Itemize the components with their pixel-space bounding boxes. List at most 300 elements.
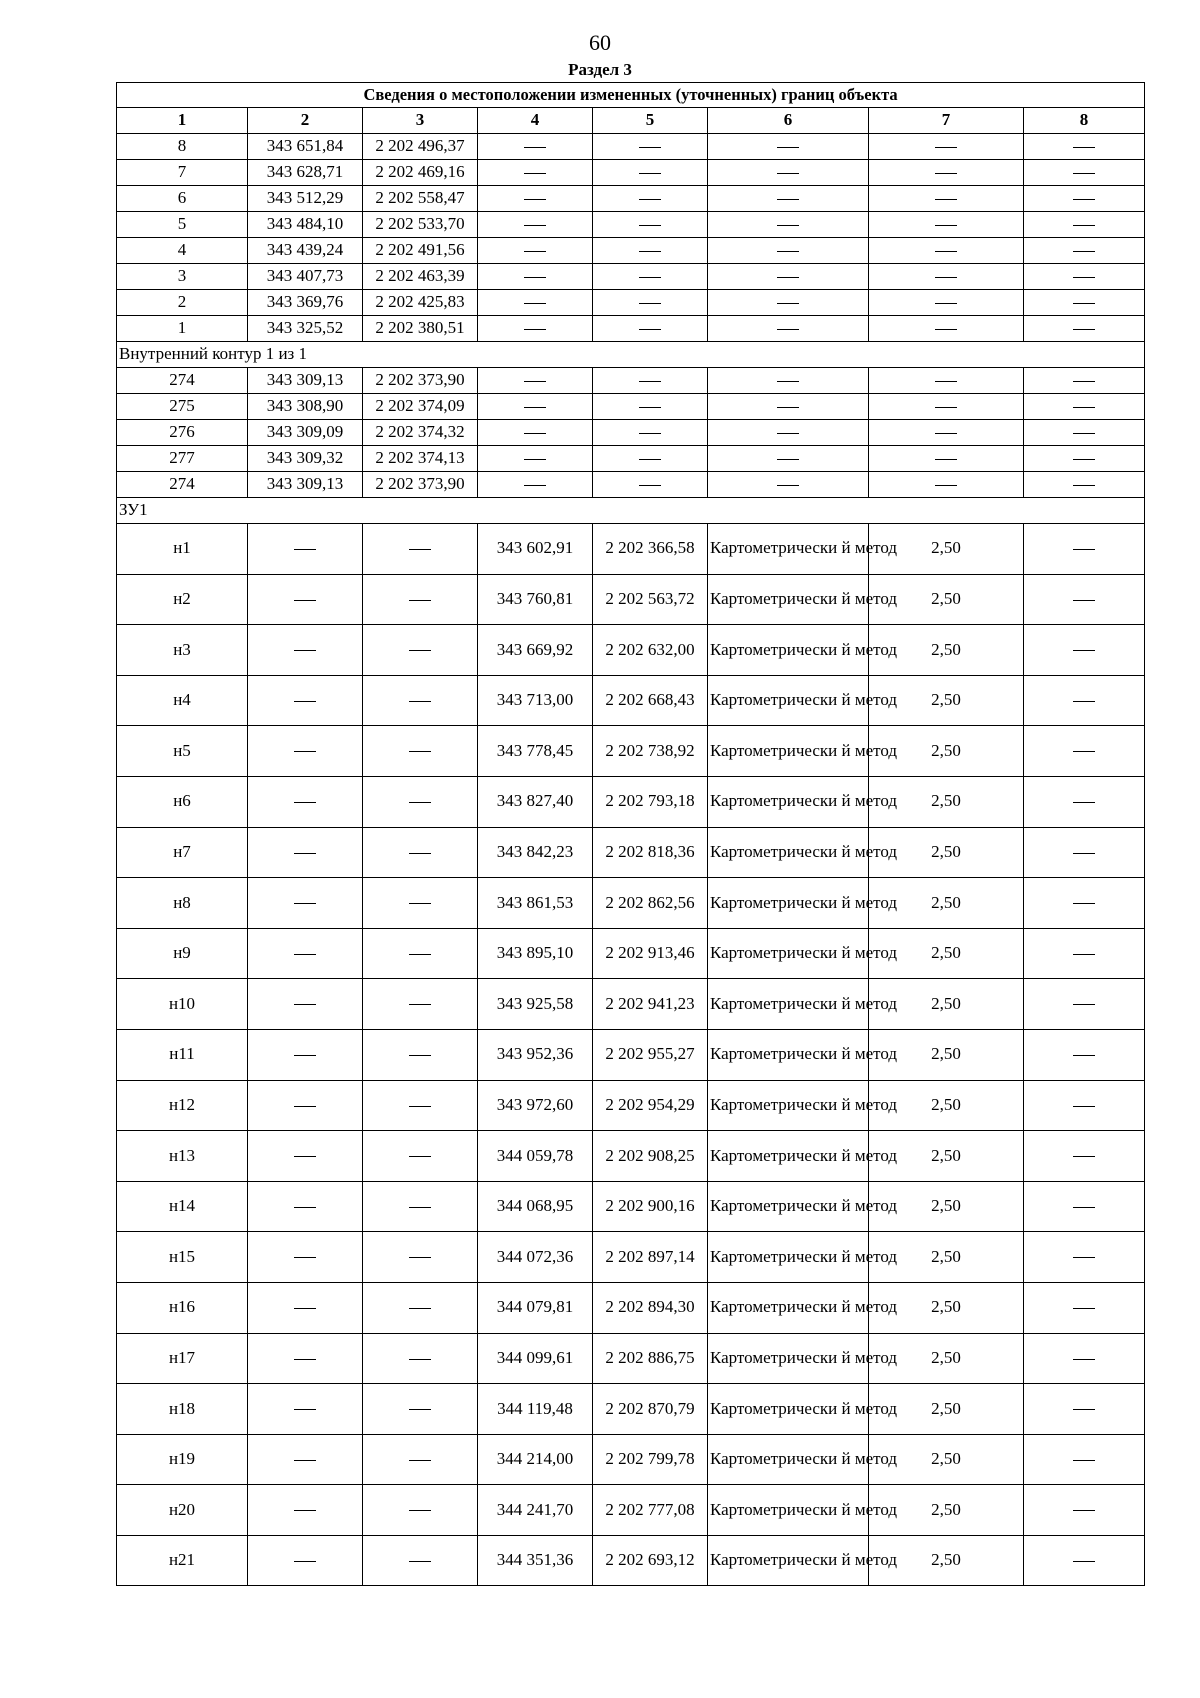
dash <box>409 1106 431 1107</box>
column-number: 2 <box>248 108 363 134</box>
dash <box>1073 600 1095 601</box>
accuracy: 2,50 <box>869 1029 1024 1080</box>
dash <box>1073 1004 1095 1005</box>
accuracy: 2,50 <box>869 827 1024 878</box>
empty-cell <box>248 776 363 827</box>
empty-cell <box>363 1029 478 1080</box>
empty-cell <box>593 186 708 212</box>
new-y: 2 202 870,79 <box>593 1384 708 1435</box>
empty-cell <box>478 186 593 212</box>
empty-cell <box>1024 1485 1145 1536</box>
empty-cell <box>478 134 593 160</box>
empty-cell <box>248 1232 363 1283</box>
dash <box>294 650 316 651</box>
method: Картометрически й метод <box>708 1282 869 1333</box>
new-y: 2 202 954,29 <box>593 1080 708 1131</box>
method: Картометрически й метод <box>708 524 869 575</box>
empty-cell <box>1024 1232 1145 1283</box>
table-row <box>117 472 1145 498</box>
new-x: 343 842,23 <box>478 827 593 878</box>
empty-cell <box>363 979 478 1030</box>
empty-cell <box>478 368 593 394</box>
empty-cell <box>1024 878 1145 929</box>
dash <box>639 225 661 226</box>
empty-cell <box>593 420 708 446</box>
point-number: н9 <box>117 928 248 979</box>
table-row <box>117 827 1145 878</box>
new-x: 344 079,81 <box>478 1282 593 1333</box>
point-number: н19 <box>117 1434 248 1485</box>
existing-x: 343 407,73 <box>248 264 363 290</box>
empty-cell <box>478 446 593 472</box>
inner-contour-label: Внутренний контур 1 из 1 <box>117 342 1145 368</box>
existing-x: 343 325,52 <box>248 316 363 342</box>
new-x: 344 072,36 <box>478 1232 593 1283</box>
dash <box>935 407 957 408</box>
table-row <box>117 675 1145 726</box>
empty-cell <box>1024 1080 1145 1131</box>
dash <box>1073 1055 1095 1056</box>
point-number: н8 <box>117 878 248 929</box>
empty-cell <box>1024 1131 1145 1182</box>
dash <box>1073 381 1095 382</box>
point-number: н5 <box>117 726 248 777</box>
point-number: 276 <box>117 420 248 446</box>
dash <box>294 1004 316 1005</box>
dash <box>1073 701 1095 702</box>
new-y: 2 202 632,00 <box>593 625 708 676</box>
empty-cell <box>363 928 478 979</box>
existing-x: 343 439,24 <box>248 238 363 264</box>
table-row <box>117 1131 1145 1182</box>
new-x: 344 214,00 <box>478 1434 593 1485</box>
table-body <box>117 83 1145 1586</box>
existing-x: 343 369,76 <box>248 290 363 316</box>
empty-cell <box>1024 726 1145 777</box>
dash <box>409 1561 431 1562</box>
dash <box>1073 1257 1095 1258</box>
point-number: н17 <box>117 1333 248 1384</box>
empty-cell <box>248 1080 363 1131</box>
table-row <box>117 878 1145 929</box>
dash <box>409 1004 431 1005</box>
dash <box>639 277 661 278</box>
dash <box>935 277 957 278</box>
empty-cell <box>708 134 869 160</box>
accuracy: 2,50 <box>869 1131 1024 1182</box>
new-x: 343 760,81 <box>478 574 593 625</box>
empty-cell <box>363 1333 478 1384</box>
empty-cell <box>478 394 593 420</box>
empty-cell <box>1024 625 1145 676</box>
dash <box>777 329 799 330</box>
table-row <box>117 1333 1145 1384</box>
accuracy: 2,50 <box>869 878 1024 929</box>
dash <box>935 173 957 174</box>
accuracy: 2,50 <box>869 1485 1024 1536</box>
table-row <box>117 776 1145 827</box>
empty-cell <box>363 1535 478 1586</box>
empty-cell <box>593 472 708 498</box>
dash <box>777 199 799 200</box>
empty-cell <box>248 625 363 676</box>
new-x: 344 059,78 <box>478 1131 593 1182</box>
table-row <box>117 264 1145 290</box>
dash <box>1073 1359 1095 1360</box>
empty-cell <box>708 472 869 498</box>
empty-cell <box>478 420 593 446</box>
new-x: 344 068,95 <box>478 1181 593 1232</box>
empty-cell <box>363 675 478 726</box>
new-y: 2 202 862,56 <box>593 878 708 929</box>
method: Картометрически й метод <box>708 1333 869 1384</box>
empty-cell <box>869 264 1024 290</box>
dash <box>1073 1510 1095 1511</box>
dash <box>1073 147 1095 148</box>
table-row <box>117 979 1145 1030</box>
table-row <box>117 238 1145 264</box>
empty-cell <box>1024 675 1145 726</box>
empty-cell <box>593 134 708 160</box>
empty-cell <box>248 524 363 575</box>
dash <box>777 381 799 382</box>
existing-y: 2 202 533,70 <box>363 212 478 238</box>
dash <box>524 147 546 148</box>
empty-cell <box>1024 368 1145 394</box>
dash <box>1073 853 1095 854</box>
table-row <box>117 625 1145 676</box>
existing-y: 2 202 373,90 <box>363 472 478 498</box>
accuracy: 2,50 <box>869 1232 1024 1283</box>
dash <box>639 485 661 486</box>
empty-cell <box>593 316 708 342</box>
dash <box>777 173 799 174</box>
empty-cell <box>869 394 1024 420</box>
dash <box>1073 173 1095 174</box>
method: Картометрически й метод <box>708 1535 869 1586</box>
accuracy: 2,50 <box>869 1434 1024 1485</box>
dash <box>777 303 799 304</box>
new-y: 2 202 793,18 <box>593 776 708 827</box>
method: Картометрически й метод <box>708 574 869 625</box>
dash <box>1073 1207 1095 1208</box>
existing-y: 2 202 491,56 <box>363 238 478 264</box>
empty-cell <box>248 1535 363 1586</box>
table-row <box>117 726 1145 777</box>
dash <box>409 549 431 550</box>
dash <box>294 1257 316 1258</box>
empty-cell <box>869 420 1024 446</box>
dash <box>409 1207 431 1208</box>
table-row <box>117 186 1145 212</box>
empty-cell <box>363 524 478 575</box>
dash <box>1073 1308 1095 1309</box>
table-row <box>117 212 1145 238</box>
empty-cell <box>363 776 478 827</box>
new-y: 2 202 886,75 <box>593 1333 708 1384</box>
dash <box>1073 751 1095 752</box>
existing-y: 2 202 496,37 <box>363 134 478 160</box>
empty-cell <box>1024 472 1145 498</box>
new-x: 344 099,61 <box>478 1333 593 1384</box>
empty-cell <box>708 160 869 186</box>
empty-cell <box>869 212 1024 238</box>
empty-cell <box>1024 186 1145 212</box>
dash <box>294 1409 316 1410</box>
empty-cell <box>248 1384 363 1435</box>
dash <box>294 1460 316 1461</box>
existing-x: 343 309,13 <box>248 472 363 498</box>
empty-cell <box>1024 928 1145 979</box>
empty-cell <box>248 1181 363 1232</box>
dash <box>777 277 799 278</box>
dash <box>639 147 661 148</box>
existing-x: 343 512,29 <box>248 186 363 212</box>
dash <box>409 650 431 651</box>
empty-cell <box>593 446 708 472</box>
method: Картометрически й метод <box>708 726 869 777</box>
dash <box>409 600 431 601</box>
table-row <box>117 420 1145 446</box>
dash <box>777 407 799 408</box>
dash <box>524 459 546 460</box>
dash <box>639 433 661 434</box>
dash <box>1073 485 1095 486</box>
empty-cell <box>363 878 478 929</box>
dash <box>1073 1106 1095 1107</box>
parcel-label: ЗУ1 <box>117 498 1145 524</box>
dash <box>294 751 316 752</box>
method: Картометрически й метод <box>708 776 869 827</box>
column-number: 6 <box>708 108 869 134</box>
dash <box>935 225 957 226</box>
accuracy: 2,50 <box>869 574 1024 625</box>
empty-cell <box>708 316 869 342</box>
accuracy: 2,50 <box>869 524 1024 575</box>
dash <box>935 485 957 486</box>
point-number: 3 <box>117 264 248 290</box>
dash <box>409 903 431 904</box>
dash <box>409 1460 431 1461</box>
dash <box>294 549 316 550</box>
empty-cell <box>363 1485 478 1536</box>
empty-cell <box>248 1333 363 1384</box>
table-row <box>117 1181 1145 1232</box>
table-row <box>117 1384 1145 1435</box>
dash <box>1073 303 1095 304</box>
empty-cell <box>478 238 593 264</box>
accuracy: 2,50 <box>869 1384 1024 1435</box>
dash <box>409 1359 431 1360</box>
accuracy: 2,50 <box>869 1333 1024 1384</box>
dash <box>524 173 546 174</box>
dash <box>777 251 799 252</box>
empty-cell <box>363 1131 478 1182</box>
empty-cell <box>1024 134 1145 160</box>
method: Картометрически й метод <box>708 675 869 726</box>
existing-x: 343 309,13 <box>248 368 363 394</box>
existing-x: 343 308,90 <box>248 394 363 420</box>
dash <box>409 701 431 702</box>
column-number: 7 <box>869 108 1024 134</box>
empty-cell <box>593 212 708 238</box>
method: Картометрически й метод <box>708 1181 869 1232</box>
empty-cell <box>363 1282 478 1333</box>
dash <box>639 329 661 330</box>
empty-cell <box>708 264 869 290</box>
point-number: н2 <box>117 574 248 625</box>
empty-cell <box>363 1232 478 1283</box>
empty-cell <box>708 446 869 472</box>
empty-cell <box>248 1131 363 1182</box>
new-y: 2 202 818,36 <box>593 827 708 878</box>
empty-cell <box>869 472 1024 498</box>
point-number: н20 <box>117 1485 248 1536</box>
dash <box>524 329 546 330</box>
new-x: 343 861,53 <box>478 878 593 929</box>
dash <box>1073 199 1095 200</box>
new-y: 2 202 668,43 <box>593 675 708 726</box>
empty-cell <box>869 446 1024 472</box>
point-number: н10 <box>117 979 248 1030</box>
dash <box>1073 407 1095 408</box>
new-y: 2 202 799,78 <box>593 1434 708 1485</box>
parcel-label-row <box>117 498 1145 524</box>
empty-cell <box>363 574 478 625</box>
table-row <box>117 1080 1145 1131</box>
dash <box>409 1156 431 1157</box>
empty-cell <box>869 238 1024 264</box>
dash <box>524 199 546 200</box>
accuracy: 2,50 <box>869 625 1024 676</box>
method: Картометрически й метод <box>708 1232 869 1283</box>
table-row <box>117 574 1145 625</box>
new-y: 2 202 738,92 <box>593 726 708 777</box>
section-title: Раздел 3 <box>568 60 632 79</box>
dash <box>1073 903 1095 904</box>
dash <box>294 853 316 854</box>
new-x: 343 713,00 <box>478 675 593 726</box>
method: Картометрически й метод <box>708 979 869 1030</box>
empty-cell <box>478 264 593 290</box>
dash <box>524 485 546 486</box>
empty-cell <box>248 574 363 625</box>
dash <box>294 1561 316 1562</box>
empty-cell <box>1024 1282 1145 1333</box>
table-row <box>117 928 1145 979</box>
point-number: 6 <box>117 186 248 212</box>
point-number: 275 <box>117 394 248 420</box>
method: Картометрически й метод <box>708 1384 869 1435</box>
accuracy: 2,50 <box>869 979 1024 1030</box>
empty-cell <box>248 675 363 726</box>
existing-y: 2 202 374,32 <box>363 420 478 446</box>
dash <box>409 853 431 854</box>
dash <box>524 225 546 226</box>
point-number: 274 <box>117 472 248 498</box>
new-y: 2 202 693,12 <box>593 1535 708 1586</box>
empty-cell <box>1024 238 1145 264</box>
empty-cell <box>248 1282 363 1333</box>
dash <box>935 251 957 252</box>
point-number: н21 <box>117 1535 248 1586</box>
existing-y: 2 202 374,13 <box>363 446 478 472</box>
dash <box>935 459 957 460</box>
empty-cell <box>1024 776 1145 827</box>
page-number: 60 <box>589 30 611 55</box>
empty-cell <box>1024 212 1145 238</box>
existing-y: 2 202 425,83 <box>363 290 478 316</box>
table-row <box>117 394 1145 420</box>
dash <box>294 903 316 904</box>
existing-x: 343 309,09 <box>248 420 363 446</box>
dash <box>524 407 546 408</box>
point-number: н16 <box>117 1282 248 1333</box>
dash <box>294 600 316 601</box>
point-number: н3 <box>117 625 248 676</box>
table-row <box>117 1535 1145 1586</box>
point-number: н14 <box>117 1181 248 1232</box>
new-x: 343 602,91 <box>478 524 593 575</box>
empty-cell <box>248 1434 363 1485</box>
dash <box>639 407 661 408</box>
existing-y: 2 202 463,39 <box>363 264 478 290</box>
empty-cell <box>363 625 478 676</box>
empty-cell <box>1024 524 1145 575</box>
column-number: 4 <box>478 108 593 134</box>
dash <box>935 147 957 148</box>
empty-cell <box>1024 827 1145 878</box>
point-number: н1 <box>117 524 248 575</box>
existing-y: 2 202 469,16 <box>363 160 478 186</box>
method: Картометрически й метод <box>708 1485 869 1536</box>
point-number: 1 <box>117 316 248 342</box>
new-x: 343 778,45 <box>478 726 593 777</box>
empty-cell <box>248 979 363 1030</box>
empty-cell <box>1024 574 1145 625</box>
accuracy: 2,50 <box>869 1181 1024 1232</box>
point-number: 4 <box>117 238 248 264</box>
existing-x: 343 628,71 <box>248 160 363 186</box>
empty-cell <box>1024 290 1145 316</box>
new-y: 2 202 955,27 <box>593 1029 708 1080</box>
table-row <box>117 1232 1145 1283</box>
new-y: 2 202 900,16 <box>593 1181 708 1232</box>
empty-cell <box>869 186 1024 212</box>
point-number: 277 <box>117 446 248 472</box>
empty-cell <box>1024 160 1145 186</box>
table-row <box>117 1282 1145 1333</box>
point-number: 274 <box>117 368 248 394</box>
dash <box>409 802 431 803</box>
empty-cell <box>1024 446 1145 472</box>
empty-cell <box>248 726 363 777</box>
new-x: 344 241,70 <box>478 1485 593 1536</box>
dash <box>294 1207 316 1208</box>
dash <box>294 1106 316 1107</box>
empty-cell <box>1024 1333 1145 1384</box>
empty-cell <box>593 394 708 420</box>
empty-cell <box>869 290 1024 316</box>
accuracy: 2,50 <box>869 1080 1024 1131</box>
point-number: н18 <box>117 1384 248 1435</box>
empty-cell <box>363 827 478 878</box>
empty-cell <box>708 186 869 212</box>
method: Картометрически й метод <box>708 878 869 929</box>
column-number-row <box>117 108 1145 134</box>
empty-cell <box>363 1434 478 1485</box>
empty-cell <box>363 726 478 777</box>
